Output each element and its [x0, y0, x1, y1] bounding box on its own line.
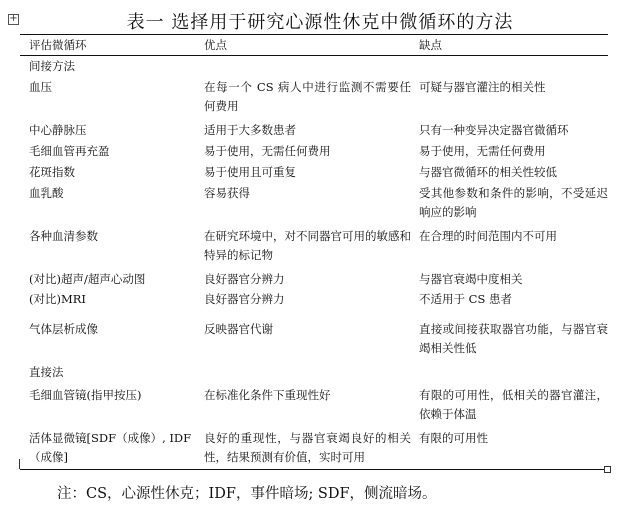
table-row-method: (对比)超声/超声心动图	[29, 272, 146, 286]
table-footnote: 注：CS，心源性休克；IDF，事件暗场; SDF，侧流暗场。	[57, 486, 437, 502]
table-row-pros: 良好器官分辨力	[204, 272, 285, 286]
table-row-cons: 直接或间接获取器官功能，与器官衰竭相关性低	[419, 322, 608, 355]
table-row-method: 中心静脉压	[29, 123, 87, 137]
section-label-direct: 直接法	[29, 365, 64, 379]
table-row-cons: 只有一种变异决定器官微循环	[419, 123, 569, 137]
table-row-cons: 有限的可用性	[419, 431, 488, 445]
header-cons: 缺点	[419, 38, 442, 52]
table-header-rule	[20, 55, 608, 56]
header-method: 评估微循环	[29, 38, 87, 52]
table-resize-handle[interactable]	[604, 466, 611, 473]
table-top-rule	[20, 34, 608, 35]
table-row-cons: 受其他参数和条件的影响，不受延迟响应的影响	[419, 186, 608, 219]
table-row-pros: 良好器官分辨力	[204, 292, 285, 306]
table-corner-mark	[19, 459, 25, 469]
table-row-method: 花斑指数	[29, 165, 75, 179]
table-row-pros: 反映器官代谢	[204, 322, 273, 336]
table-row-pros: 在标准化条件下重现性好	[204, 388, 331, 402]
table-row-method: 活体显微镜[SDF（成像）, IDF（成像]	[29, 431, 192, 464]
table-bottom-rule	[20, 469, 608, 470]
table-row-cons: 有限的可用性，低相关的器官灌注，依赖于体温	[419, 388, 608, 421]
table-title: 表一 选择用于研究心源性休克中微循环的方法	[126, 12, 514, 33]
section-label-indirect: 间接方法	[29, 59, 75, 73]
table-row-pros: 适用于大多数患者	[204, 123, 296, 137]
table-row-method: 气体层析成像	[29, 322, 98, 336]
table-row-cons: 易于使用，无需任何费用	[419, 144, 546, 158]
table-row-cons: 在合理的时间范围内不可用	[419, 229, 557, 243]
table-row-pros: 在每一个 CS 病人中进行监测不需要任何费用	[204, 80, 411, 113]
table-row-cons: 与器官衰竭中度相关	[419, 272, 523, 286]
table-row-method: 各种血清参数	[29, 229, 98, 243]
table-row-method: 毛细血管镜(指甲按压)	[29, 388, 142, 402]
table-row-cons: 不适用于 CS 患者	[419, 292, 512, 306]
table-row-pros: 易于使用且可重复	[204, 165, 296, 179]
table-row-cons: 可疑与器官灌注的相关性	[419, 80, 546, 94]
table-row-method: 血压	[29, 80, 52, 94]
table-move-handle-icon[interactable]: +	[9, 13, 18, 24]
table-row-pros: 良好的重现性，与器官衰竭良好的相关性，结果预测有价值，实时可用	[204, 431, 411, 464]
header-pros: 优点	[204, 38, 227, 52]
table-row-method: (对比)MRI	[29, 292, 86, 306]
table-row-cons: 与器官微循环的相关性较低	[419, 165, 557, 179]
table-row-method: 毛细血管再充盈	[29, 144, 110, 158]
table-row-pros: 易于使用，无需任何费用	[204, 144, 331, 158]
table-row-pros: 在研究环境中，对不同器官可用的敏感和特异的标记物	[204, 229, 411, 262]
table-row-pros: 容易获得	[204, 186, 250, 200]
table-row-method: 血乳酸	[29, 186, 64, 200]
